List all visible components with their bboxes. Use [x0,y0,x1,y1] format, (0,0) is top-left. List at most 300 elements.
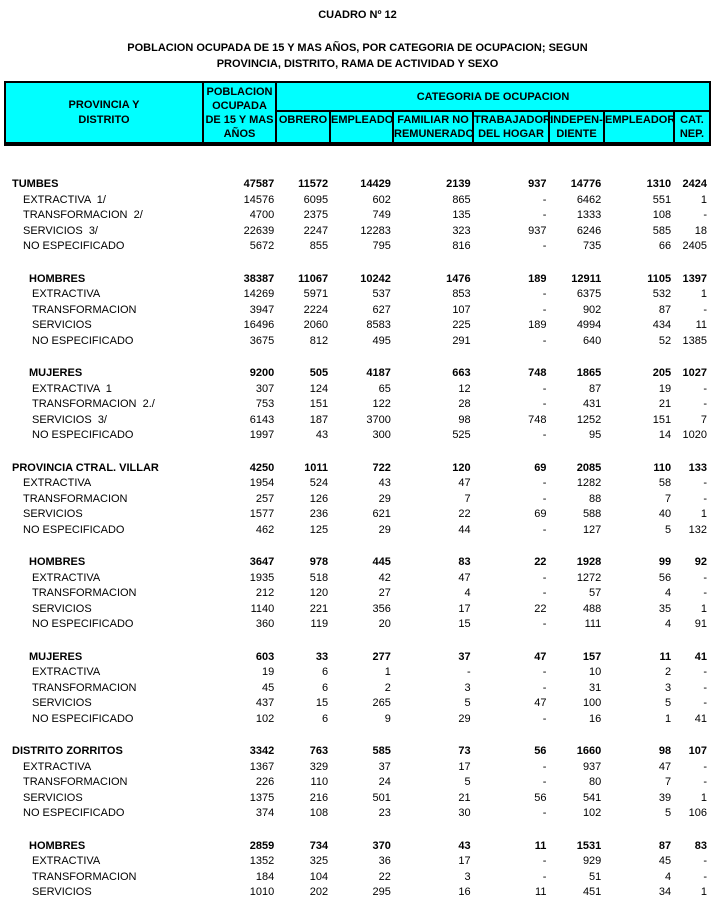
header-col-empleador-line1: EMPLEADOR [605,114,676,126]
cell-value: 45 [262,681,275,694]
cell-value: 5 [664,523,672,536]
row-label: SERVICIOS [23,791,83,804]
row-label: EXTRACTIVA [32,288,101,300]
cell-value: 978 [309,556,329,568]
cell-value: 221 [309,602,329,615]
cell-value: 44 [458,523,471,536]
cell-value: 56 [534,745,547,757]
cell-value: 1865 [576,367,602,379]
cell-value: 749 [372,209,391,221]
table-row [4,806,711,822]
table-row [4,602,711,618]
cell-value: 2060 [303,319,329,331]
cell-value: 588 [582,508,602,520]
header-col-cat-nep [675,112,709,142]
cell-value: 38387 [243,272,275,285]
cell-value: 602 [372,193,391,206]
table-row [4,272,711,288]
cell-value: 8583 [366,319,391,331]
cell-value: 6 [321,666,329,678]
cell-value: 216 [309,791,329,804]
cell-value: 277 [372,650,391,663]
cell-value: 108 [652,209,672,221]
cell-value: - [703,697,707,709]
cell-value: 120 [309,587,329,599]
cell-value: 189 [528,319,547,331]
cell-value: 4994 [576,319,602,331]
table-body [4,177,711,901]
cell-value: 10 [589,666,602,678]
cell-value: 532 [652,288,672,300]
cell-value: 21 [458,791,471,804]
cell-value: 431 [582,398,602,410]
header-col-familiar-line1: FAMILIAR NO [397,114,469,126]
cell-value: 11 [534,839,547,852]
table-row [4,839,711,855]
table-row [4,492,711,508]
cell-value: - [542,288,547,300]
row-label: SERVICIOS [32,697,92,709]
table-row [4,177,711,193]
cell-value: 65 [378,382,391,395]
cell-value: - [542,571,547,584]
table-row [4,428,711,444]
cell-value: 1333 [576,209,602,221]
table-row [4,681,711,697]
row-label: EXTRACTIVA [32,571,101,584]
cell-value: 47 [534,650,547,663]
cell-value: 37 [378,760,391,773]
header-col-familiar-line2: REMUNERADO [394,128,475,140]
cell-value: 4250 [249,461,275,474]
cell-value: 135 [452,209,471,221]
row-label: NO ESPECIFICADO [32,429,134,441]
cell-value: 57 [589,587,602,599]
cell-value: 537 [372,288,391,300]
cell-value: 495 [372,334,391,347]
cell-value: 87 [658,303,672,316]
cell-value: - [542,477,547,489]
cell-value: 6 [321,712,329,725]
cell-value: 19 [262,666,275,678]
cell-value: 202 [309,886,329,898]
row-label: HOMBRES [29,272,86,285]
cell-value: 370 [372,839,391,852]
header-col-empleado [331,112,394,142]
cell-value: 2405 [682,240,707,252]
cell-value: 2139 [446,178,471,190]
cell-value: 29 [378,523,391,536]
cell-value: 41 [694,650,707,663]
table-row [4,870,711,886]
subtitle-line-2: PROVINCIA, DISTRITO, RAMA DE ACTIVIDAD Y SEXO [216,58,499,70]
cell-value: 9 [384,712,391,725]
cell-value: 14776 [570,178,602,190]
cell-value: 5 [664,697,672,709]
row-label: MUJERES [29,650,83,663]
row-label: SERVICIOS [32,319,92,331]
cell-value: 122 [372,398,391,410]
cell-value: 1 [700,508,707,520]
cell-value: 6246 [576,224,602,237]
cell-value: 4187 [366,367,391,379]
cell-value: 125 [309,523,329,536]
cell-value: 7 [700,413,707,426]
cell-value: 40 [658,508,672,520]
cell-value: 184 [255,870,275,883]
header-poblacion-line4: AÑOS [223,127,256,140]
cell-value: - [542,870,547,883]
cell-value: - [542,618,547,630]
cell-value: 51 [589,870,602,883]
cell-value: 17 [458,855,471,867]
cell-value: 17 [458,602,471,615]
cell-value: 24 [378,776,391,788]
cell-value: - [703,492,707,505]
row-label: SERVICIOS 3/ [32,413,107,426]
row-label: MUJERES [29,367,83,379]
cell-value: 541 [582,791,602,804]
cell-value: 937 [582,760,602,773]
cell-value: 1577 [249,508,275,520]
cell-value: 3700 [366,413,391,426]
cell-value: 126 [309,492,329,505]
header-col-familiar-no-remunerado [394,112,474,142]
cell-value: 816 [452,240,471,252]
cell-value: - [703,382,707,395]
table-row [4,760,711,776]
cell-value: 585 [372,745,391,757]
row-label: PROVINCIA CTRAL. VILLAR [12,461,159,474]
cell-value: 88 [589,492,602,505]
cell-value: 291 [452,334,471,347]
cell-value: 107 [688,745,707,757]
cell-value: 640 [582,334,602,347]
cell-value: 265 [372,697,391,709]
cell-value: - [542,776,547,788]
cell-value: 627 [372,303,391,316]
cell-value: 437 [255,697,275,709]
cell-value: - [703,477,707,489]
cell-value: 11 [659,650,672,663]
cell-value: - [467,666,471,678]
cell-value: 41 [694,712,707,725]
table-row [4,239,711,255]
cell-value: - [703,855,707,867]
cell-value: - [703,398,707,410]
cell-value: 187 [309,413,329,426]
table-row [4,571,711,587]
cell-value: - [542,712,547,725]
row-label: NO ESPECIFICADO [23,240,125,252]
cell-value: 722 [372,461,391,474]
header-col-cat-nep-line1: CAT. [680,114,704,126]
table-row [4,696,711,712]
cell-value: 22 [534,556,547,568]
cell-value: 1 [700,288,707,300]
cell-value: 937 [528,224,547,237]
cell-value: 69 [534,461,547,474]
cell-value: 205 [652,367,672,379]
cell-value: 16 [589,712,602,725]
cell-value: 29 [458,712,471,725]
cell-value: 295 [372,886,391,898]
header-col-obrero-line1: OBRERO [278,114,328,126]
cell-value: 236 [309,508,329,520]
row-label: TRANSFORMACION [32,587,137,599]
cell-value: - [542,429,547,441]
table-row [4,461,711,477]
cell-value: 1476 [446,272,471,285]
cell-value: - [542,587,547,599]
cell-value: 1 [384,666,391,678]
cell-value: 1 [700,791,707,804]
cell-value: 22 [534,602,547,615]
cell-value: - [542,855,547,867]
cell-value: 795 [372,240,391,252]
cell-value: 16496 [243,319,275,331]
cell-value: 621 [372,508,391,520]
cell-value: 43 [315,429,329,441]
cell-value: 83 [458,556,471,568]
cell-value: 87 [658,839,672,852]
cell-value: 5971 [303,288,329,300]
cell-value: 22639 [243,224,275,237]
cell-value: 1140 [250,602,275,615]
cell-value: 812 [309,334,329,347]
cell-value: 124 [309,382,329,395]
cell-value: - [703,681,707,694]
cell-value: 5 [464,697,471,709]
cell-value: 127 [582,523,602,536]
page-title: CUADRO Nº 12 [318,9,397,21]
cell-value: 92 [694,556,707,568]
cell-value: 11 [695,319,707,331]
row-label: HOMBRES [29,556,86,568]
cell-value: 1935 [249,571,275,584]
cell-value: 14269 [243,288,275,300]
header-categoria-group [277,83,709,142]
cell-value: 451 [582,886,602,898]
header-poblacion-ocupada [204,83,277,142]
table-row [4,397,711,413]
cell-value: 4 [664,618,672,630]
cell-value: 902 [582,303,602,316]
cell-value: 80 [589,776,602,788]
cell-value: 56 [534,791,547,804]
cell-value: 603 [255,650,275,663]
cell-value: - [703,760,707,773]
cell-value: 1105 [647,272,672,285]
header-col-independiente-line2: DIENTE [556,128,597,140]
cell-value: 7 [664,492,672,505]
header-subcolumns [277,112,709,142]
cell-value: 100 [582,697,602,709]
cell-value: 102 [582,807,602,819]
table-row [4,476,711,492]
table-row [4,382,711,398]
cell-value: 2859 [249,839,275,852]
header-col-independiente-line1: INDEPEN- [550,114,603,126]
row-label: NO ESPECIFICADO [32,618,134,630]
table-row [4,650,711,666]
table-row [4,287,711,303]
cell-value: - [542,760,547,773]
cell-value: 12 [458,382,471,395]
cell-value: 17 [458,760,471,773]
cell-value: 226 [255,776,275,788]
table-row [4,507,711,523]
cell-value: 1 [700,193,707,206]
row-label: EXTRACTIVA 1 [32,382,112,395]
cell-value: 12911 [571,272,602,285]
cell-value: 374 [255,807,275,819]
table-row [4,224,711,240]
row-label: TRANSFORMACION [23,492,128,505]
cell-value: 3647 [249,556,275,568]
cell-value: 19 [658,382,672,395]
cell-value: 29 [378,492,391,505]
row-label: EXTRACTIVA [32,855,101,867]
table-row [4,303,711,319]
cell-value: 1531 [576,839,602,852]
cell-value: 6462 [576,193,602,206]
cell-value: 34 [658,886,672,898]
table-row [4,775,711,791]
cell-value: 37 [458,650,471,663]
cell-value: - [703,587,707,599]
cell-value: 83 [694,839,707,852]
cell-value: 735 [582,240,602,252]
cell-value: 16 [458,886,471,898]
table-row [4,334,711,350]
cell-value: - [703,776,707,788]
cell-value: 12283 [360,224,391,237]
cell-value: 2424 [682,178,707,190]
cell-value: 151 [652,413,672,426]
table-row [4,854,711,870]
row-label: TRANSFORMACION 2/ [23,209,143,221]
cell-value: 3 [664,681,672,694]
cell-value: - [542,666,547,678]
cell-value: 31 [589,681,602,694]
cell-value: - [703,303,707,316]
row-label: TRANSFORMACION 2./ [32,398,155,410]
header-col-trabajador-line1: TRABAJADOR [474,114,551,126]
cell-value: 1027 [682,367,707,379]
cell-value: 98 [658,745,672,757]
data-table [4,81,711,901]
cell-value: 104 [309,870,329,883]
cell-value: 462 [255,523,275,536]
cell-value: 937 [528,178,547,190]
cell-value: 225 [452,319,471,331]
cell-value: 151 [309,398,329,410]
cell-value: 47 [534,697,547,709]
cell-value: 3947 [249,303,275,316]
cell-value: - [703,666,707,678]
header-col-cat-nep-line2: NEP. [679,128,705,140]
cell-value: 1375 [249,791,275,804]
cell-value: 9200 [249,367,275,379]
cell-value: 5672 [249,240,275,252]
cell-value: 11067 [298,272,329,285]
cell-value: 4700 [249,209,275,221]
header-col-empleador [605,112,675,142]
cell-value: 356 [372,602,391,615]
header-col-trabajador-del-hogar [474,112,550,142]
row-label: EXTRACTIVA [32,666,101,678]
row-label: NO ESPECIFICADO [32,334,134,347]
cell-value: 734 [309,839,329,852]
cell-value: - [703,870,707,883]
cell-value: 110 [653,461,672,474]
table-row [4,555,711,571]
cell-value: 3342 [249,745,275,757]
cell-value: 1 [700,886,707,898]
cell-value: 110 [310,776,329,788]
cell-value: 23 [378,807,391,819]
table-row [4,523,711,539]
cell-value: 3 [464,870,471,883]
table-header [4,81,711,146]
subtitle-line-1: POBLACION OCUPADA DE 15 Y MAS AÑOS, POR CATEGORIA DE OCUPACION; SEGUN [127,42,588,54]
cell-value: 501 [372,791,391,804]
cell-value: 4 [464,587,471,599]
cell-value: 763 [309,745,329,757]
cell-value: 27 [378,587,391,599]
cell-value: 87 [589,382,602,395]
cell-value: 865 [452,193,471,206]
cell-value: - [542,807,547,819]
header-provincia-distrito [6,83,204,142]
table-row [4,885,711,901]
cell-value: 445 [372,556,391,568]
row-label: NO ESPECIFICADO [23,807,125,819]
cell-value: 132 [688,523,707,536]
cell-value: 111 [584,618,602,630]
cell-value: 95 [589,429,602,441]
cell-value: 2 [664,666,672,678]
cell-value: 47 [458,571,471,584]
cell-value: 11 [535,886,547,898]
table-row [4,791,711,807]
cell-value: - [542,492,547,505]
cell-value: 10242 [360,272,391,285]
row-label: TRANSFORMACION [32,303,137,316]
table-row [4,193,711,209]
cell-value: 1282 [576,477,602,489]
table-row [4,712,711,728]
cell-value: 929 [582,855,602,867]
cell-value: 1352 [249,855,275,867]
cell-value: 15 [458,618,471,630]
table-row [4,413,711,429]
cell-value: 518 [309,571,329,584]
cell-value: 488 [582,602,602,615]
cell-value: 3675 [249,334,275,347]
cell-value: 753 [255,398,275,410]
cell-value: 7 [464,492,471,505]
row-label: DISTRITO ZORRITOS [12,745,123,757]
cell-value: 106 [688,807,707,819]
row-label: SERVICIOS 3/ [23,224,98,237]
cell-value: 525 [452,429,471,441]
cell-value: 551 [652,193,672,206]
cell-value: 257 [255,492,275,505]
cell-value: 1367 [249,760,275,773]
cell-value: 33 [315,650,329,663]
